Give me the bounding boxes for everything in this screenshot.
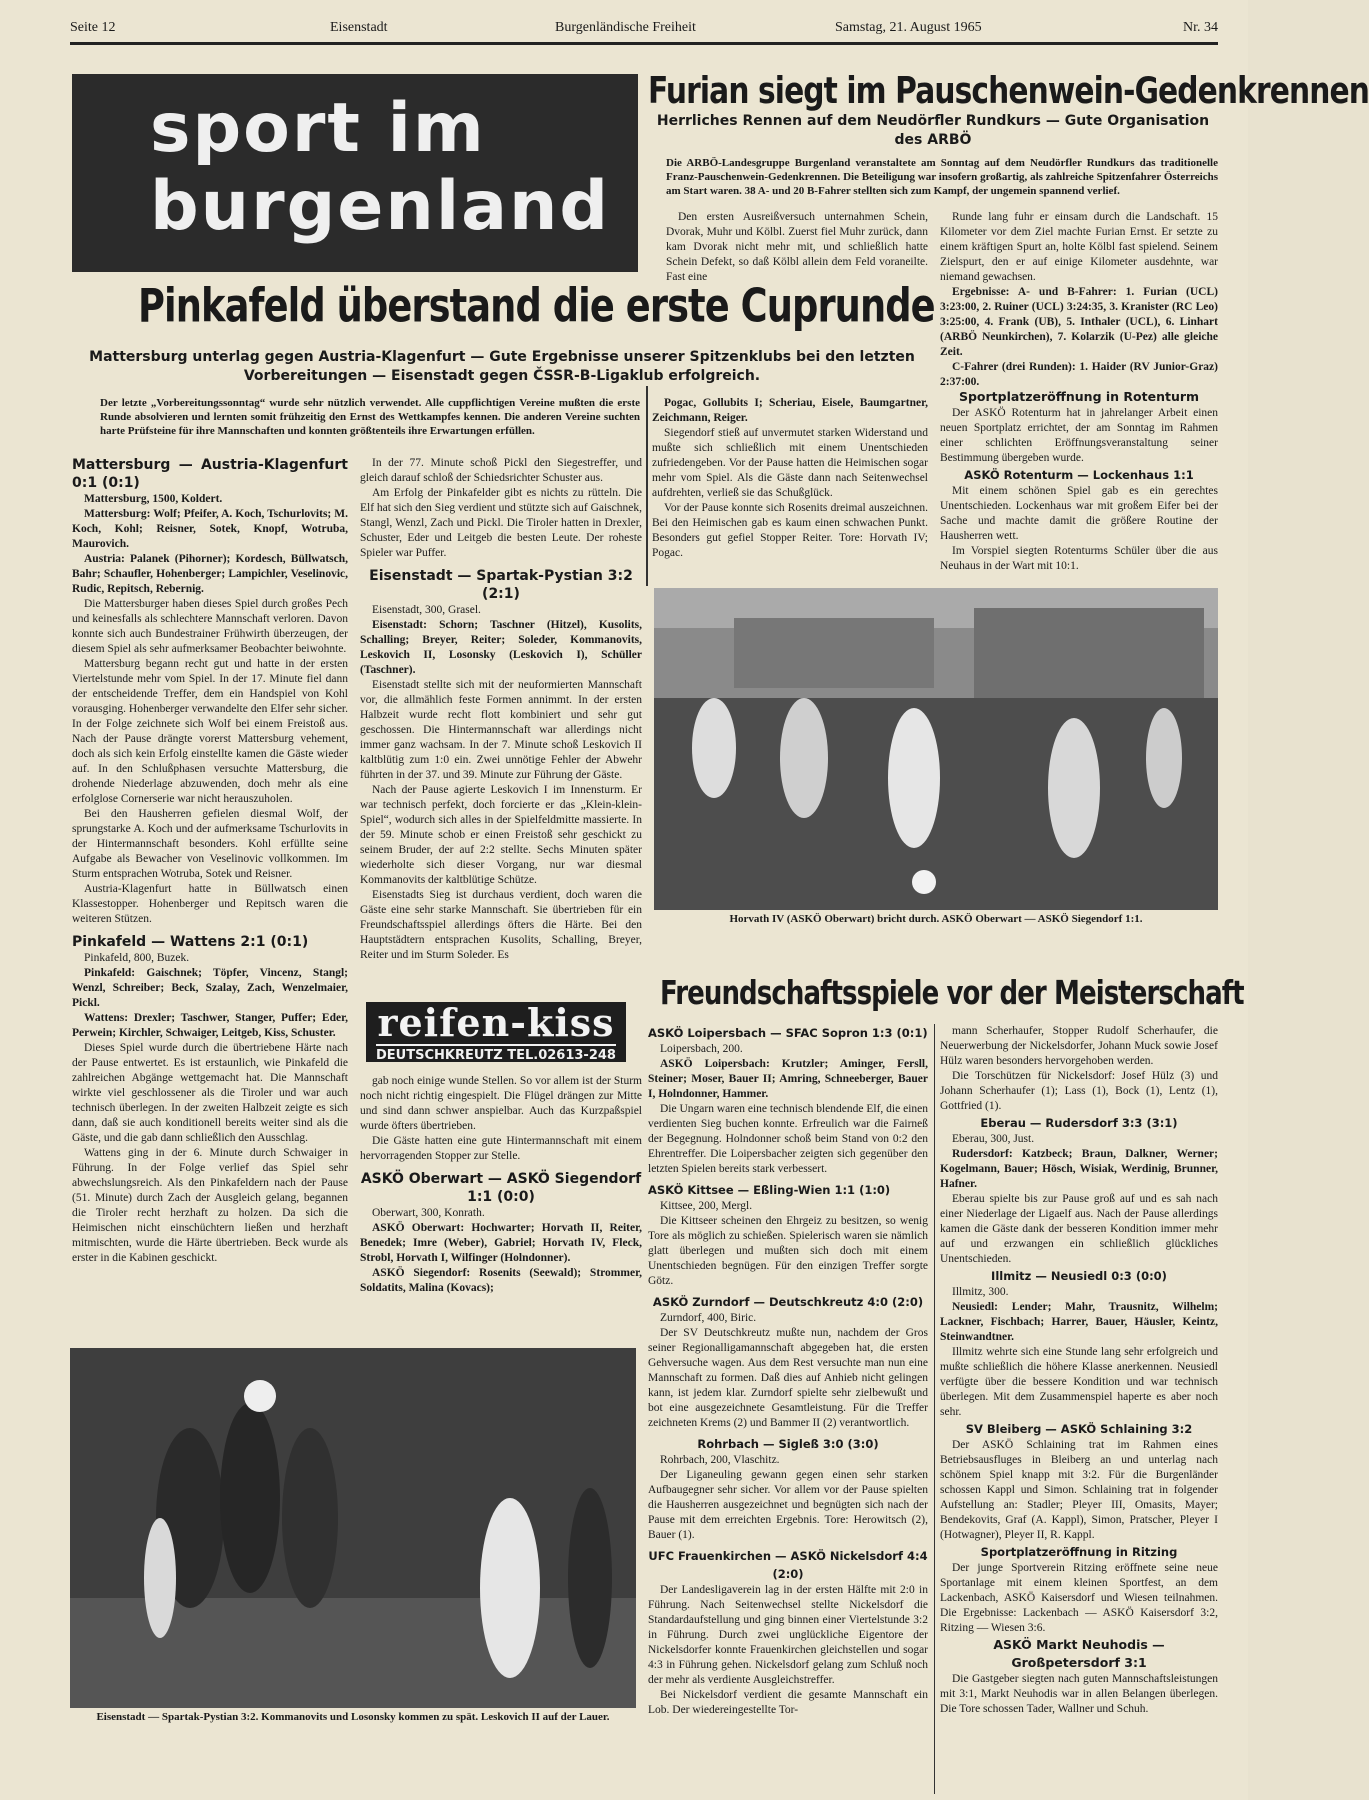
reifen-kiss-ad: [366, 1002, 626, 1062]
column-4-top: Sportplatzeröffnung in Rotenturm Der ASKÖ Rotenturm hat in jahrelanger Arbeit einen neuen Sportplatz errichtet, der am Sonntag im Rahmen einer schlichten Eröffnungsveranstaltung seiner Bestimmung übergeben wurde. ASKÖ Rotenturm — Lockenhaus 1:1 Mit einem schönen Spiel gab es ein gerechtes Unentschieden. Lockenhaus war mit großem Eifer bei der Sache und machte damit die größere Routine der Hausherren wett. Im Vorspiel siegten Rotenturms Schüler über die aus Neuhaus in der Wart mit 10:1.: [940, 389, 1218, 572]
match-heading-rohrbach: Rohrbach — Sigleß 3:0 (3:0): [697, 1437, 879, 1451]
column-2-top: In der 77. Minute schoß Pickl den Siegestreffer, und gleich darauf schloß der Schiedsrichter Schuster aus. Am Erfolg der Pinkafelder gibt es nichts zu rütteln. Die Elf hat sich den Sieg verdient und stützte sich auf Gaischnek, Stangl, Wenzl, Zach und Pickl. Die Tiroler hatten in Drexler, Schuster, Eder und Leitgeb die besten Leute. Der roheste Spieler war Puffer. Eisenstadt — Spartak-Pystian 3:2 (2:1) Eisenstadt, 300, Grasel. Eisenstadt: Schorn; Taschner (Hitzel), Kusolits, Schalling; Breyer, Reiter; Soleder, Kommanovits, Leskovich II, Losonsky (Leskovich I), Schüller (Taschner). Eisenstadt stellte sich mit der neuformierten Mannschaft vor, die allmählich feste Formen annimmt. In der ersten Halbzeit wurde recht flott kombiniert und sehr gut geschossen. Die Hintermannschaft war allerdings nicht immer ganz wachsam. In der 7. Minute schoß Leskovich II kaltblütig zum 1:0 ein. Zwei unnötige Fehler der Abwehr führten in der 37. und 39. Minute zur Führung der Gäste. Nach der Pause agierte Leskovich I im Innensturm. Er war technisch perfekt, doch forcierte er das „Klein-klein-Spiel“, wodurch sich alles in der Spielfeldmitte massierte. In der 59. Minute schob er einen Freistoß sehr geschickt zu seinem Bruder, der auf 2:2 stellte. Sechs Minuten später wiederholte sich dieser Vorgang, nur war diesmal Kommanovits der kaltblütige Schütze. Eisenstadts Sieg ist durchaus verdient, doch waren die Gäste eine sehr starke Mannschaft. Sie übertrieben für ein Freundschaftsspiel allerdings öfters die Härte. Bei den Hauptstädtern entsprachen Kusolits, Schalling, Breyer, Reiter und im Sturm Soleder. Es: [360, 457, 642, 961]
match-heading-neuhodis: ASKÖ Markt Neuhodis — Großpetersdorf 3:1: [993, 1637, 1165, 1670]
match-heading-bleiberg: SV Bleiberg — ASKÖ Schlaining 3:2: [965, 1422, 1193, 1436]
banner-line-2: burgenland: [150, 167, 611, 246]
column-1: Mattersburg — Austria-Klagenfurt 0:1 (0:1) Mattersburg, 1500, Koldert. Mattersburg: Wolf; Pfeifer, A. Koch, Tschurlovits; M. Koch, Kohl; Reisner, Sotek, Knopf, Wotruba, Maurovich. Austria: Palanek (Pihorner); Kordesch, Büllwatsch, Bahr; Schaufler, Hohenberger; Lampichler, Veselinovic, Rudic, Repitsch, Rebernig. Die Mattersburger haben dieses Spiel durch großes Pech und keinesfalls als schlechtere Mannschaft verloren. Davon konnte sich auch Bundestrainer Frühwirth überzeugen, der diesem Spiel als sehr aufmerksamer Beobachter beiwohnte. Mattersburg begann recht gut und hatte in der ersten Viertelstunde mehr vom Spiel. In der 17. Minute fiel dann der entscheidende Treffer, dem ein Handspiel von Kohl vorausging. Hohenberger verwandelte den Elfer sehr sicher. In der Folge zeichnete sich Wolf bei einem Freistoß aus. Nach der Pause drängte vorerst Mattersburg vehement, doch als sich kein Erfolg einstellte kamen die Gäste wieder auf. In den Schlußphasen versuchte Mattersburg, die drohende Niederlage abzuwenden, doch mehr als eine erfolglose Cornerserie war nicht herauszuholen. Bei den Hausherren gefielen diesmal Wolf, der sprungstarke A. Koch und der aufmerksame Tschurlovits in der Hintermannschaft besonders. Kohl erfüllte seine Aufgabe als Bewacher von Veselinovic vollkommen. Im Sturm entsprachen Wotruba, Sotek und Reisner. Austria-Klagenfurt hatte in Büllwatsch einen Klassestopper. Hohenberger und Repitsch waren die weiteren Stützen. Pinkafeld — Wattens 2:1 (0:1) Pinkafeld, 800, Buzek. Pinkafeld: Gaischnek; Töpfer, Vincenz, Stangl; Wenzl, Schreiber; Beck, Szalay, Zach, Wenzelmaier, Pickl. Wattens: Drexler; Taschwer, Stanger, Puffer; Eder, Perwein; Kirchler, Schwaiger, Leitgeb, Kiss, Schuster. Dieses Spiel wurde durch die übertriebene Härte nach der Pause entwertet. Es ist erstaunlich, wie Pinkafeld die zahlreichen Abgänge wettgemacht hat. Die Mannschaft wirkte viel geschlossener als die Tiroler und war auch technisch überlegen. In der zweiten Halbzeit zeigte es sich dann, daß sie auch konditionell bereits weiter sind als die Gäste, und die gab dann schließlich den Ausschlag. Wattens ging in der 6. Minute durch Schwaiger in Führung. In der Folge verlief das Spiel sehr abwechslungsreich. Als den Pinkafeldern nach der Pause (51. Minute) durch Zach der Ausgleich gelang, begannen die Tiroler recht herzhaft zu holzen. Da sich die Heimischen nicht einschüchtern ließen und herzhaft mitmischten, wurde die Härte übertrieben. Beck wurde als erster in die Kabinen geschickt.: [72, 457, 348, 1264]
issue-date: Samstag, 21. August 1965: [835, 20, 982, 35]
match-heading-mattersburg: Mattersburg — Austria-Klagenfurt 0:1 (0:1): [72, 457, 348, 491]
pinkafeld-headline: Pinkafeld überstand die erste Cuprunde: [138, 280, 935, 334]
city: Eisenstadt: [330, 20, 388, 35]
match-heading-zurndorf: ASKÖ Zurndorf — Deutschkreutz 4:0 (2:0): [652, 1295, 924, 1309]
friendly-column-b: mann Scherhaufer, Stopper Rudolf Scherhaufer, die Neuerwerbung der Nickelsdorfer, Johann Muck sowie Josef Hülz waren besonders hervorgehoben werden. Die Torschützen für Nickelsdorf: Josef Hülz (3) und Johann Scherhaufer (1); Lass (1), Bock (1), Lentz (1), Gottfried (1). Eberau — Rudersdorf 3:3 (3:1) Eberau, 300, Just. Rudersdorf: Katzbeck; Braun, Dalkner, Werner; Kogelmann, Bauer; Hösch, Wisiak, Werdinig, Brunner, Hafner. Eberau spielte bis zur Pause groß auf und es sah nach einer Niederlage der Ligaelf aus. Nach der Pause allerdings kamen die Gäste dank der besseren Kondition immer mehr auf und erzwangen ein schließlich glückliches Unentschieden. Illmitz — Neusiedl 0:3 (0:0) Illmitz, 300. Neusiedl: Lender; Mahr, Trausnitz, Wilhelm; Lackner, Fischbach; Harrer, Bauer, Häusler, Keintz, Steinwandtner. Illmitz wehrte sich eine Stunde lang sehr erfolgreich und mußte schließlich die höhere Klasse anerkennen. Neusiedl verfügte über die bessere Kondition und war technisch überlegen. Mit dem Zusammenspiel haperte es aber noch sehr. SV Bleiberg — ASKÖ Schlaining 3:2 Der ASKÖ Schlaining trat im Rahmen eines Betriebsausfluges in Bleiberg an und unterlag nach schönem Spiel knapp mit 3:2. Für die Burgenländer schossen Kappl und Simon. Schlaining trat in folgender Aufstellung an: Stadler; Pleyer III, Omasits, Mayer; Bendekovits, Graf (A. Kappl), Simon, Pratscher, Pleyer I (Hotwagner), Pleyer II, R. Kappl. Sportplatzeröffnung in Ritzing Der junge Sportverein Ritzing eröffnete seine neue Sportanlage mit einem kleinen Sportfest, an dem Lackenbach, ASKÖ Kaisersdorf und Wiesen teilnahmen. Die Ergebnisse: Lackenbach — ASKÖ Kaisersdorf 3:2, Ritzing — Wiesen 3:6. ASKÖ Markt Neuhodis — Großpetersdorf 3:1 Die Gastgeber siegten nach guten Mannschaftsleistungen mit 3:1, Markt Neuhodis war in allen Belangen überlegen. Die Tore schossen Tader, Wallner und Schuh.: [940, 1025, 1218, 1715]
furian-headline: Furian siegt im Pauschenwein-Gedenkrennen: [648, 69, 1369, 112]
issue-number: Nr. 34: [1183, 20, 1218, 35]
ad-phone: DEUTSCHKREUTZ TEL.02613-248: [376, 1044, 616, 1063]
match-heading-illmitz: Illmitz — Neusiedl 0:3 (0:0): [991, 1269, 1167, 1283]
furian-headline-box: [648, 68, 1369, 114]
banner-line-1: sport im: [150, 89, 486, 168]
furian-lead: Die ARBÖ-Landesgruppe Burgenland veranstaltete am Sonntag auf dem Neudörfler Rundkurs das traditionelle Franz-Pauschenwein-Gedenkrennen. Die Beteiligung war insofern großartig, als zahlreiche Spitzenfahrer Österreichs am Start waren. 38 A- und 20 B-Fahrer stellten sich zum Kampf, der ungemein spannend verlief.: [666, 157, 1218, 197]
rotenturm-heading: Sportplatzeröffnung in Rotenturm: [958, 389, 1200, 404]
ritzing-heading: Sportplatzeröffnung in Ritzing: [980, 1545, 1178, 1559]
rotenturm-match-heading: ASKÖ Rotenturm — Lockenhaus 1:1: [964, 468, 1194, 482]
column-rule: [934, 1024, 935, 1794]
photo-oberwart-caption: Horvath IV (ASKÖ Oberwart) bricht durch. ASKÖ Oberwart — ASKÖ Siegendorf 1:1.: [729, 913, 1143, 925]
match-heading-frauenkirchen: UFC Frauenkirchen — ASKÖ Nickelsdorf 4:4 (2:0): [648, 1549, 928, 1581]
pinkafeld-subheadline: Mattersburg unterlag gegen Austria-Klagenfurt — Gute Ergebnisse unserer Spitzenklubs bei den letzten Vorbereitungen — Eisenstadt gegen ČSSR-B-Ligaklub erfolgreich.: [89, 349, 915, 384]
photo-oberwart-match: [654, 588, 1218, 910]
photo-eisenstadt-caption: Eisenstadt — Spartak-Pystian 3:2. Kommanovits und Losonsky kommen zu spät. Leskovich II auf der Lauer.: [96, 1711, 610, 1723]
pinkafeld-lead: Der letzte „Vorbereitungssonntag“ wurde sehr nützlich verwendet. Alle cuppflichtigen Vereine mußten die erste Runde absolvieren und lernten somit frühzeitig den Ernst des Wettkampfes kennen. Die anderen Vereine suchten harte Prüfsteine für ihre Mannschaften und konnten größtenteils ihre Erwartungen erfüllen.: [100, 397, 640, 437]
pinkafeld-headline-box: [138, 278, 935, 338]
page-header: [70, 16, 1218, 45]
furian-col1: Den ersten Ausreißversuch unternahmen Schein, Dvorak, Muhr und Kölbl. Zuerst fiel Muhr zurück, dann kam Dvorak nicht mehr mit, und schließlich hatte Schein Defekt, so daß Kölbl allein dem Feld voraneilte. Fast eine: [666, 211, 928, 283]
ad-name: reifen-kiss: [377, 1000, 615, 1045]
match-heading-eisenstadt: Eisenstadt — Spartak-Pystian 3:2 (2:1): [369, 568, 633, 602]
paper-name: Burgenländische Freiheit: [555, 20, 696, 35]
match-heading-pinkafeld: Pinkafeld — Wattens 2:1 (0:1): [72, 934, 309, 950]
friendly-headline-box: [660, 970, 1244, 1018]
friendly-column-a: ASKÖ Loipersbach — SFAC Sopron 1:3 (0:1) Loipersbach, 200. ASKÖ Loipersbach: Krutzler; Aminger, Fersll, Steiner; Moser, Bauer II; Amring, Schneeberger, Bauer I, Holndonner, Hammer. Die Ungarn waren eine technisch blendende Elf, die einen verdienten Sieg buchen konnte. Erfreulich war die Fairneß der Begegnung. Holndonner schoß beim Stand von 0:2 den Ehrentreffer. Die Loipersbacher zeigten sich gegenüber den letzten Spielen bereits stark verbessert. ASKÖ Kittsee — Eßling-Wien 1:1 (1:0) Kittsee, 200, Mergl. Die Kittseer scheinen den Ehrgeiz zu besitzen, so wenig Tore als möglich zu schießen. Spielerisch waren sie nämlich glatt überlegen und mußten sich doch mit einem Unentschieden begnügen. Für den einzigen Treffer sorgte Götz. ASKÖ Zurndorf — Deutschkreutz 4:0 (2:0) Zurndorf, 400, Biric. Der SV Deutschkreutz mußte nun, nachdem der Gros seiner Regionalligamannschaft abgegeben hat, die ersten Gehversuche wagen. Aus dem Rest versuchte man nun eine Mannschaft zu formen. Daß dies auf Anhieb nicht gelingen kann, ist jedem klar. Zurndorf spielte sehr zielbewußt und bot eine ausgezeichnete Gesamtleistung. Für die Treffer zeichneten Krems (2) und Bammer II (2) verantwortlich. Rohrbach — Sigleß 3:0 (3:0) Rohrbach, 200, Vlaschitz. Der Liganeuling gewann gegen einen sehr starken Aufbaugegner sehr sicher. Vor allem vor der Pause spielten die Hausherren ausgezeichnet und begnügten sich nach der Pause mit dem erreichten Ergebnis. Tore: Herowitsch (2), Bauer (1). UFC Frauenkirchen — ASKÖ Nickelsdorf 4:4 (2:0) Der Landesligaverein lag in der ersten Hälfte mit 2:0 in Führung. Nach Seitenwechsel stellte Nickelsdorf die Standardaufstellung und ging binnen einer Viertelstunde 3:2 in Führung. Durch zwei unglückliche Eigentore der Nickelsdorfer konnte Frauenkirchen gleichstellen und sogar 4:3 in Führung gehen. Nickelsdorf gelang zum Schluß noch der mehr als verdiente Ausgleichstreffer. Bei Nickelsdorf verdient die gesamte Mannschaft ein Lob. Der wiedereingestellte Tor-: [648, 1026, 928, 1716]
column-3-top: Pogac, Gollubits I; Scheriau, Eisele, Baumgartner, Zeichmann, Reiger. Siegendorf stieß auf unvermutet starken Widerstand und mußte sich schließlich mit einem Unentschieden zufriedengeben. Vor der Pause hatten die Heimischen sogar mehr vom Spiel. Als die Gäste dann nach Seitenwechsel aufdrehten, verließ sie das Schußglück. Vor der Pause konnte sich Rosenits dreimal auszeichnen. Bei den Heimischen gab es kaum einen schwachen Punkt. Besonders gut gefiel Stopper Reiter. Tore: Horvath IV; Pogac.: [652, 397, 928, 559]
match-heading-loipersbach: ASKÖ Loipersbach — SFAC Sopron 1:3 (0:1): [648, 1026, 928, 1040]
page-number: Seite 12: [70, 20, 116, 35]
column-rule: [646, 386, 648, 586]
match-heading-kittsee: ASKÖ Kittsee — Eßling-Wien 1:1 (1:0): [648, 1183, 891, 1197]
photo-eisenstadt-match: [70, 1348, 636, 1708]
match-heading-oberwart: ASKÖ Oberwart — ASKÖ Siegendorf 1:1 (0:0): [360, 1171, 642, 1205]
friendly-headline: Freundschaftsspiele vor der Meisterschaft: [660, 973, 1244, 1013]
furian-subheadline: Herrliches Rennen auf dem Neudörfler Rundkurs — Gute Organisation des ARBÖ: [656, 113, 1210, 148]
match-heading-eberau: Eberau — Rudersdorf 3:3 (3:1): [980, 1116, 1178, 1130]
column-2-bottom: gab noch einige wunde Stellen. So vor allem ist der Sturm noch nicht richtig eingespielt. Die Flügel drängen zur Mitte und sind dann schwer anspielbar. Auch das Kurzpaßspiel wurde öfters übertrieben. Die Gäste hatten eine gute Hintermannschaft mit einem hervorragenden Stopper zur Stelle. ASKÖ Oberwart — ASKÖ Siegendorf 1:1 (0:0) Oberwart, 300, Konrath. ASKÖ Oberwart: Hochwarter; Horvath II, Reiter, Benedek; Imre (Weber), Gabriel; Horvath IV, Fleck, Strobl, Horvath I, Wilfinger (Holndonner). ASKÖ Siegendorf: Rosenits (Seewald); Strommer, Soldatits, Malina (Kovacs);: [360, 1075, 642, 1294]
section-banner: [72, 74, 638, 272]
furian-col2: Runde lang fuhr er einsam durch die Landschaft. 15 Kilometer vor dem Ziel machte Furian Ernst. Er setzte zu einem kräftigen Spurt an, holte Kölbl fast spielend. Seinem Zielspurt, den er auf einige Kilometer ausdehnte, war niemand gewachsen. Ergebnisse: A- und B-Fahrer: 1. Furian (UCL) 3:23:00, 2. Ruiner (UCL) 3:24:35, 3. Kranister (RC Leo) 3:25:00, 4. Frank (UB), 5. Inthaler (UCL), 6. Linhart (ARBÖ Neunkirchen), 7. Kolarzik (U-Pez) alle gleiche Zeit. C-Fahrer (drei Runden): 1. Haider (RV Junior-Graz) 2:37:00.: [940, 211, 1218, 388]
